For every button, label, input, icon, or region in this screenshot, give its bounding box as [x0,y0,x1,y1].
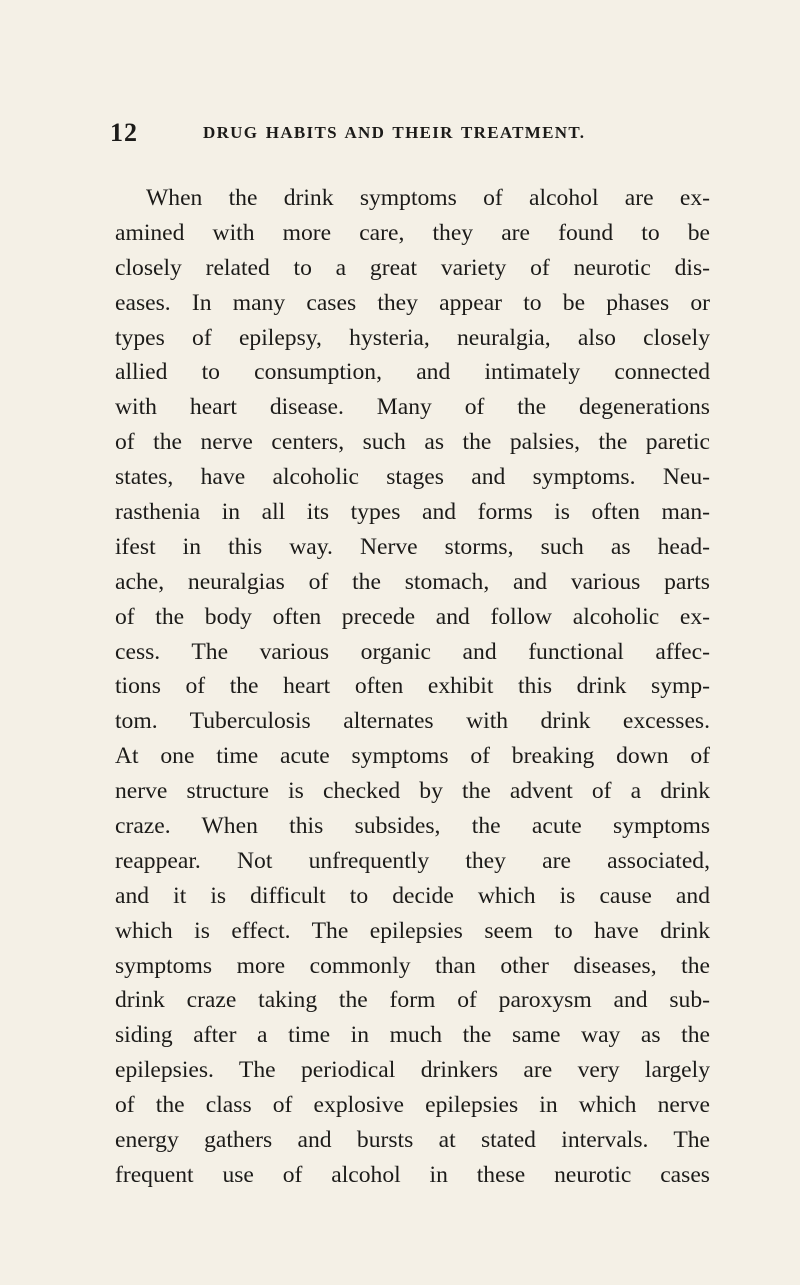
text-line: which is effect. The epilepsies seem to have drink [115,917,710,944]
text-line: When the drink symptoms of alcohol are ex- [146,185,710,211]
text-line: allied to consumption, and intimately connected [115,359,710,386]
text-line: epilepsies. The periodical drinkers are very largely [115,1057,710,1084]
text-line: rasthenia in all its types and forms is often man- [115,499,710,526]
text-line: types of epilepsy, hysteria, neuralgia, also closely [115,324,710,351]
text-line: reappear. Not unfrequently they are associated, [115,847,710,874]
text-line: of the class of explosive epilepsies in which nerve [115,1092,710,1119]
text-line: ache, neuralgias of the stomach, and various parts [115,568,710,595]
text-line: tom. Tuberculosis alternates with drink excesses. [115,708,710,735]
text-line: amined with more care, they are found to be [115,219,710,246]
text-line: with heart disease. Many of the degenerations [115,394,710,421]
text-line: eases. In many cases they appear to be phases or [115,289,710,316]
running-title: DRUG HABITS AND THEIR TREATMENT. [203,123,586,142]
page-number: 12 [110,118,138,147]
text-line: tions of the heart often exhibit this drink symp- [115,673,710,700]
text-line: symptoms more commonly than other diseases, the [115,952,710,979]
text-line: ifest in this way. Nerve storms, such as head- [115,533,710,560]
text-line: of the nerve centers, such as the palsies, the paretic [115,429,710,456]
text-line: frequent use of alcohol in these neurotic cases [115,1161,710,1188]
text-line: siding after a time in much the same way as the [115,1022,710,1049]
body-paragraph [115,181,710,1193]
text-line: and it is difficult to decide which is cause and [115,882,710,909]
text-line: cess. The various organic and functional affec- [115,638,710,665]
text-line: drink craze taking the form of paroxysm and sub- [115,987,710,1014]
text-line: closely related to a great variety of neurotic dis- [115,254,710,281]
text-line: energy gathers and bursts at stated intervals. The [115,1127,710,1154]
text-line: of the body often precede and follow alcoholic ex- [115,603,710,630]
text-line: states, have alcoholic stages and symptoms. Neu- [115,464,710,491]
text-line: craze. When this subsides, the acute symptoms [115,813,710,840]
text-line: At one time acute symptoms of breaking down of [115,743,710,770]
running-head [110,118,730,148]
text-line: nerve structure is checked by the advent of a drink [115,778,710,805]
